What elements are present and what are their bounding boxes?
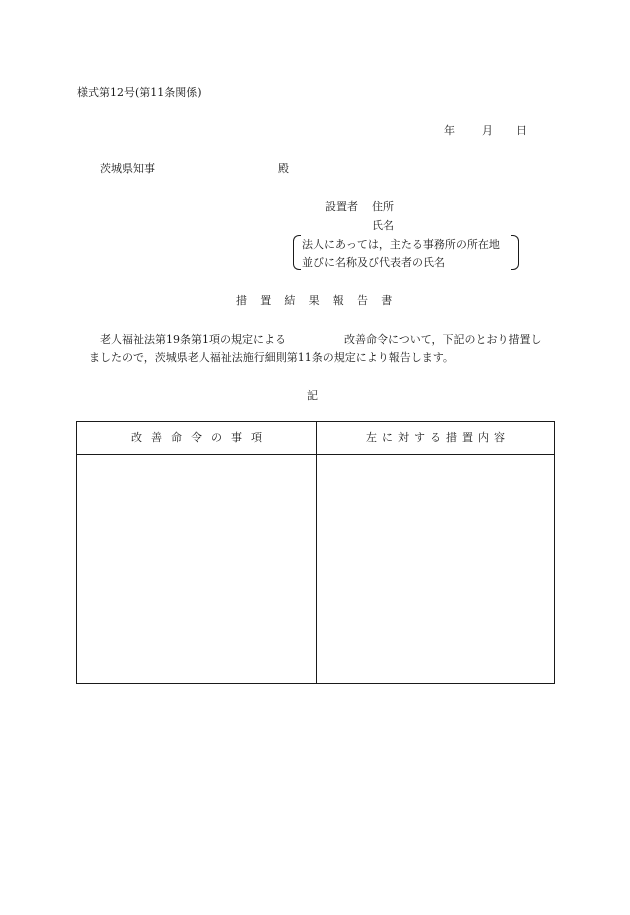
corporation-note-line1: 法人にあっては，主たる事務所の所在地 [302, 238, 500, 251]
record-mark: 記 [307, 389, 318, 402]
installer-address-label: 住所 [372, 200, 394, 213]
date-day-label: 日 [516, 124, 527, 137]
body-text-line1-part2: 改善命令について，下記のとおり措置し [344, 333, 542, 346]
right-bracket [511, 235, 519, 270]
installer-label: 設置者 [325, 200, 358, 213]
installer-name-label: 氏名 [372, 219, 394, 232]
corporation-note [293, 234, 519, 270]
column-header-improvement-items: 改善命令の事項 [131, 431, 271, 444]
result-table [76, 421, 555, 684]
addressee-honorific: 殿 [278, 162, 289, 175]
column-header-measures-taken: 左に対する措置内容 [366, 431, 510, 444]
table-cell-improvement-items[interactable] [77, 455, 316, 683]
form-number: 様式第12号(第11条関係) [77, 86, 202, 99]
document-title: 措置結果報告書 [236, 294, 406, 307]
table-cell-measures-taken[interactable] [317, 455, 554, 683]
body-text-line2: ましたので，茨城県老人福祉法施行細則第11条の規定により報告します。 [89, 351, 454, 364]
date-month-label: 月 [482, 124, 493, 137]
body-text-line1-part1: 老人福祉法第19条第1項の規定による [100, 333, 286, 346]
left-bracket [293, 235, 301, 270]
date-year-label: 年 [444, 124, 455, 137]
corporation-note-line2: 並びに名称及び代表者の氏名 [302, 256, 445, 269]
addressee-name: 茨城県知事 [100, 162, 155, 175]
